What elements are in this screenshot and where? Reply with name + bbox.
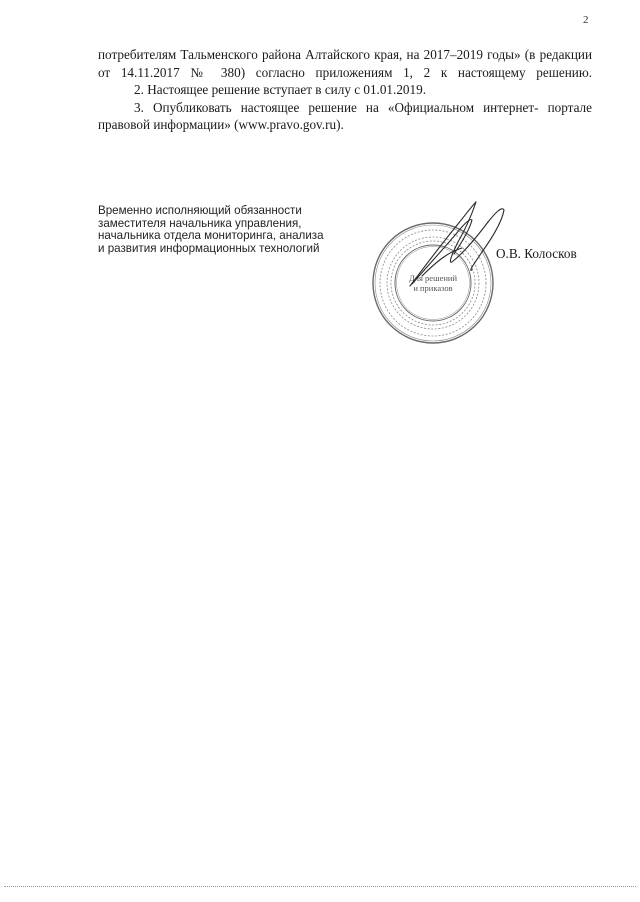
paragraph-line: решению.	[536, 64, 592, 80]
paragraph-continuation	[98, 46, 592, 81]
page-bottom-border	[4, 886, 636, 887]
item-3-line: 3. Опубликовать настоящее решение на «Официальном интернет-	[134, 99, 539, 115]
signer-title-line: и развития информационных технологий	[98, 241, 320, 255]
document-body	[98, 46, 592, 134]
handwritten-signature	[392, 198, 522, 290]
signer-title	[98, 205, 370, 255]
page-number: 2	[583, 14, 589, 26]
paragraph-line: потребителям Тальменского района Алтайского края, на 2017–2019 годы» (в	[98, 47, 536, 62]
signer-title-line: Временно исполняющий обязанности	[98, 204, 302, 217]
seal-center-line2: и приказов	[413, 283, 453, 293]
paragraph-line: редакции от 14.11.2017 № 380) согласно приложениям 1, 2 к настоящему	[98, 47, 593, 80]
signer-name: О.В. Колосков	[496, 246, 577, 261]
item-3-line: портале правовой информации» (www.pravo.gov.ru).	[98, 99, 592, 132]
item-2: 2. Настоящее решение вступает в силу с 01.01.2019.	[134, 82, 426, 97]
signer-title-line: начальника отдела мониторинга, анализа	[98, 229, 324, 243]
seal-center-line1: Для решений	[408, 273, 458, 283]
signer-title-line: заместителя начальника управления,	[98, 216, 302, 230]
item-3	[98, 99, 592, 134]
